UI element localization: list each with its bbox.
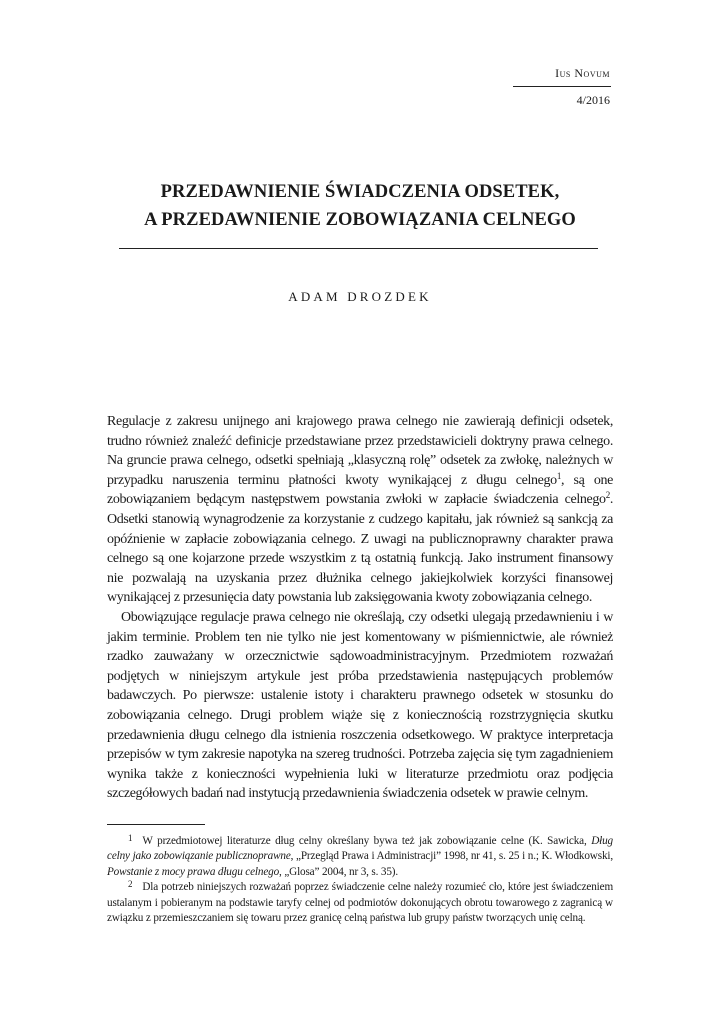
footnote-divider [107,824,205,825]
article-title [108,178,612,234]
footnote-1-work-title-1: Dług celny jako zobowiązanie publicznoprawne [107,835,613,863]
footnote-1-work-title-2: Powstanie z mocy prawa długu celnego [107,865,280,878]
title-line-2: A PRZEDAWNIENIE ZOBOWIĄZANIA CELNEGO [144,210,576,230]
title-line-1: PRZEDAWNIENIE ŚWIADCZENIA ODSETEK, [160,182,560,202]
article-body [107,412,613,804]
author-name: ADAM DROZDEK [288,289,432,304]
paragraph-1-part-a: Regulacje z zakresu unijnego ani krajowego prawa celnego nie zawierają definicji odsetek, trudno również znaleźć definicje przedstawiane przez przedstawicieli doktryny prawa celnego. Na gruncie prawa celnego, odsetki spełniają „klasyczną rolę” odsetek za zwłokę, należnych w przypadku naruszenia terminu płatności kwoty wynikającej z długu celnego [107,414,613,488]
footnote-1-part-b: , „Przegląd Prawa i Administracji” 1998, nr 41, s. 25 i n.; K. Włodkowski, [290,850,613,863]
footnotes [107,834,613,926]
paragraph-1 [107,412,613,608]
footnote-1-part-c: , „Glosa” 2004, nr 3, s. 35). [279,865,399,878]
footnote-2-number: 2 [128,879,133,890]
footnote-1-part-a: W przedmiotowej literaturze dług celny określany bywa też jak zobowiązanie celne (K. Sawicka, [142,835,592,847]
issue-number: 4/2016 [576,93,610,107]
footnote-1 [107,834,613,880]
paragraph-1-part-c: . Odsetki stanowią wynagrodzenie za korzystanie z cudzego kapitału, jak również są sankcją za opóźnienie w zapłacie zobowiązania celnego. Z uwagi na publicznoprawny charakter prawa celnego są one kojarzone przede wszystkim z tą ostatnią funkcją. Jako instrument finansowy nie pozwalają na uzyskania przez dłużnika celnego jakiejkolwiek korzyści finansowej wynikającej z przesunięcia daty powstania lub zaksięgowania kwoty zobowiązania celnego. [107,492,613,606]
footnote-2 [107,880,613,926]
title-divider [119,248,598,249]
journal-name: Ius Novum [555,66,610,80]
footnote-ref-2[interactable]: 2 [605,490,610,501]
footnote-2-text: Dla potrzeb niniejszych rozważań poprzez świadczenie celne należy rozumieć cło, które jest świadczeniem ustalanym i pobieranym na podstawie taryfy celnej od podmiotów dokonujących obrotu towarowego z zagranicą w związku z przemieszczaniem się towaru przez granicę celną państwa lub grupy państw tworzących unię celną. [107,881,613,925]
footnote-ref-1[interactable]: 1 [556,470,561,481]
paragraph-2: Obowiązujące regulacje prawa celnego nie określają, czy odsetki ulegają przedawnieniu i w jakim terminie. Problem ten nie tylko nie jest komentowany w piśmiennictwie, ale również rzadko zauważany w orzecznictwie sądowoadministracyjnym. Przedmiotem rozważań podjętych w niniejszym artykule jest próba przedstawienia następujących problemów badawczych. Po pierwsze: ustalenie istoty i charakteru prawnego odsetek w stosunku do zobowiązania celnego. Drugi problem wiąże się z koniecznością rozstrzygnięcia skutku przedawnienia długu celnego dla istnienia roszczenia odsetkowego. W praktyce interpretacja przepisów w tym zakresie napotyka na szereg trudności. Potrzeba zajęcia się tym zagadnieniem wynika także z konieczności wypełnienia luki w literaturze przedmiotu oraz podjęcia szczegółowych badań nad instytucją przedawnienia świadczenia odsetek w prawie celnym. [107,609,613,802]
header-divider [513,86,611,87]
footnote-1-number: 1 [128,833,133,843]
paragraph-1-part-b: , są one zobowiązaniem będącym następstwem powstania zwłoki w zapłacie świadczenia celnego [107,472,614,508]
